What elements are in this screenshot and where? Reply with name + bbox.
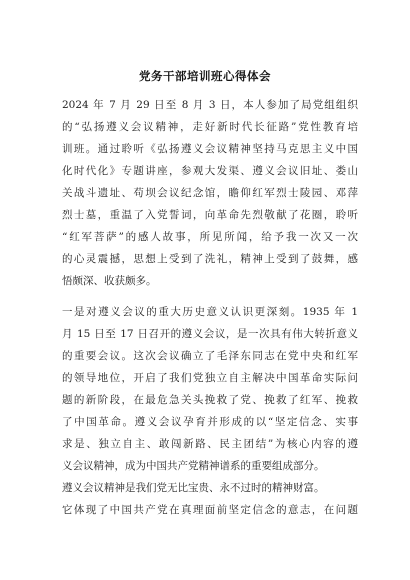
paragraph-line: 的心灵震撼，思想上受到了洗礼，精神上受到了鼓舞，感 — [62, 253, 358, 265]
paragraph-line: 的重要会议。这次会议确立了毛泽东同志在党中央和红军 — [62, 350, 358, 362]
paragraph-line: 2024 年 7 月 29 日至 8 月 3 日，本人参加了局党组组织 — [62, 99, 358, 111]
paragraph-line: 它体现了中国共产党在真理面前坚定信念的意志，在问题 — [62, 504, 358, 516]
paragraph-gap — [62, 292, 358, 301]
paragraph-line: 了中国革命。遵义会议孕育并形成的以“坚定信念、实事 — [62, 416, 358, 428]
paragraph-line: 烈士墓，重温了入党誓词，向革命先烈敬献了花圈，聆听 — [62, 209, 358, 221]
paragraph-line: 的领导地位，开启了我们党独立自主解决中国革命实际问 — [62, 372, 358, 384]
paragraph-line: 遵义会议精神是我们党无比宝贵、永不过时的精神财富。 — [62, 482, 325, 494]
paragraph-line: 训班。通过聆听《弘扬遵义会议精神坚持马克思主义中国 — [62, 143, 358, 155]
document-body — [62, 94, 358, 521]
paragraph-line: 化时代化》专题讲座，参观大发渠、遵义会议旧址、娄山 — [62, 165, 358, 177]
paragraph-line: 求是、独立自主、敢闯新路、民主团结”为核心内容的遵 — [62, 438, 358, 450]
paragraph-line: 一是对遵义会议的重大历史意义认识更深刻。1935 年 1 — [62, 306, 358, 318]
paragraph-line: 月 15 日至 17 日召开的遵义会议，是一次具有伟大转折意义 — [62, 328, 358, 340]
paragraph-line: 的“弘扬遵义会议精神，走好新时代长征路”党性教育培 — [62, 121, 358, 133]
paragraph-line: 悟颇深、收获颇多。 — [62, 275, 157, 287]
paragraph-line: 关战斗遗址、苟坝会议纪念馆，瞻仰红军烈士陵园、邓萍 — [62, 187, 358, 199]
paragraph-line: 题的新阶段，在最危急关头挽救了党、挽救了红军、挽救 — [62, 394, 358, 406]
paragraph-line: 义会议精神，成为中国共产党精神谱系的重要组成部分。 — [62, 460, 325, 472]
paragraph-line: “红军菩萨”的感人故事，所见所闻，给予我一次又一次 — [62, 231, 358, 243]
document-title: 党务干部培训班心得体会 — [139, 69, 271, 83]
